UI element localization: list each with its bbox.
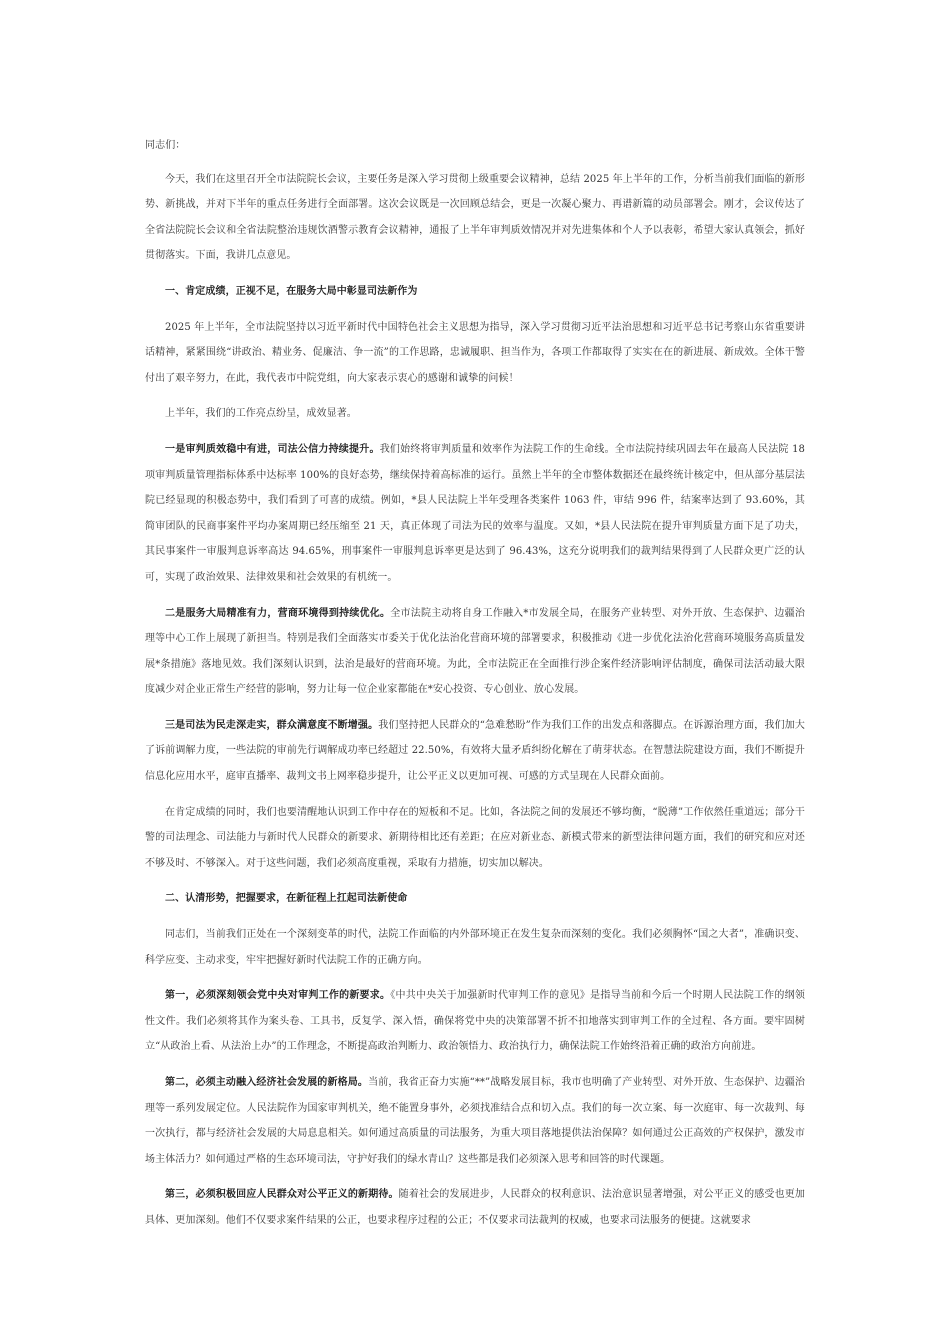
speech-body [145,133,805,1244]
greeting: 同志们： [145,140,186,151]
item-body: 我们始终将审判质量和效率作为法院工作的生命线。全市法院持续巩固去年在最高人民法院 18 项审判质量管理指标体系中达标率 100%的良好态势，继续保持着高标准的运行。虽然上半年的全市整体数据还在最终统计核定中，但从部分基层法院已经显现的积极态势中，我们看到了可喜的成绩。例如，*县人民法院上半年受理各类案件 1063 件，审结 996 件，结案率达到了 93.60%，其简审团队的民商事案件平均办案周期已经压缩至 21 天，真正体现了司法为民的效率与温度。又如，*县人民法院在提升审判质量方面下足了功夫，其民事案件一审服判息诉率高达 94.65%，刑事案件一审服判息诉率更是达到了 96.43%，这充分说明我们的裁判结果得到了人民群众更广泛的认可，实现了政治效果、法律效果和社会效果的有机统一。 [145,443,805,583]
item-body: 《中共中央关于加强新时代审判工作的意见》是指导当前和今后一个时期人民法院工作的纲领性文件。我们必须将其作为案头卷、工具书，反复学、深入悟，确保将党中央的决策部署不折不扣地落实到审判工作的全过程、各方面。要牢固树立“从政治上看、从法治上办”的工作理念，不断提高政治判断力、政治领悟力、政治执行力，确保法院工作始终沿着正确的政治方向前进。 [145,990,806,1053]
section-2-heading: 二、认清形势，把握要求，在新征程上扛起司法新使命 [165,893,408,905]
section-1-paragraph-2: 上半年，我们的工作亮点纷呈，成效显著。 [165,408,357,420]
section-2-paragraph-1: 同志们，当前我们正处在一个深刻变革的时代，法院工作面临的内外部环境正在发生复杂而深刻的变化。我们必须胸怀“国之大者”，准确识变、科学应变、主动求变，牢牢把握好新时代法院工作的正确方向。 [145,929,805,966]
intro-paragraph: 今天，我们在这里召开全市法院院长会议，主要任务是深入学习贯彻上级重要会议精神，总结 2025 年上半年的工作，分析当前我们面临的新形势、新挑战，并对下半年的重点任务进行全面部署。这次会议既是一次回顾总结会，更是一次凝心聚力、再谱新篇的动员部署会。刚才，会议传达了全省法院院长会议和全省法院整治违规饮酒警示教育会议精神，通报了上半年审判质效情况并对先进集体和个人予以表彰，希望大家认真领会，抓好贯彻落实。下面，我讲几点意见。 [145,173,805,262]
section-1-paragraph-1: 2025 年上半年，全市法院坚持以习近平新时代中国特色社会主义思想为指导，深入学习贯彻习近平法治思想和习近平总书记考察山东省重要讲话精神，紧紧围绕“讲政治、精业务、促廉洁、争一流”的工作思路，忠诚履职、担当作为，各项工作都取得了实实在在的新进展、新成效。全体干警付出了艰辛努力，在此，我代表市中院党组，向大家表示衷心的感谢和诚挚的问候！ [145,321,805,384]
section-2-item-1 [145,983,805,1060]
item-lead: 三是司法为民走深走实，群众满意度不断增强。 [165,719,379,731]
item-body: 我们坚持把人民群众的“急难愁盼”作为我们工作的出发点和落脚点。在诉源治理方面，我们加大了诉前调解力度，一些法院的审前先行调解成功率已经超过 22.50%，有效将大量矛盾纠纷化解在了萌芽状态。在智慧法院建设方面，我们不断提升信息化应用水平，庭审直播率、裁判文书上网率稳步提升，让公平正义以更加可视、可感的方式呈现在人民群众面前。 [145,719,805,783]
section-2-item-3 [145,1182,805,1233]
item-body: 当前，我省正奋力实施“**”战略发展目标，我市也明确了产业转型、对外开放、生态保护、边疆治理等一系列发展定位。人民法院作为国家审判机关，绝不能置身事外，必须找准结合点和切入点。我们的每一次立案、每一次庭审、每一次裁判、每一次执行，都与经济社会发展的大局息息相关。如何通过高质量的司法服务，为重大项目落地提供法治保障？如何通过公正高效的产权保护，激发市场主体活力？如何通过严格的生态环境司法，守护好我们的绿水青山？这些都是我们必须深入思考和回答的时代课题。 [145,1077,805,1165]
item-body: 随着社会的发展进步，人民群众的权利意识、法治意识显著增强，对公平正义的感受也更加具体、更加深刻。他们不仅要求案件结果的公正，也要求程序过程的公正；不仅要求司法裁判的权威，也要求司法服务的便捷。这就要求 [145,1189,805,1226]
item-lead: 第三，必须积极回应人民群众对公平正义的新期待。 [165,1189,399,1201]
section-1-item-3 [145,713,805,790]
section-1-item-2 [145,601,805,703]
section-1-heading: 一、肯定成绩，正视不足，在服务大局中彰显司法新作为 [165,285,418,297]
section-1-item-1 [145,437,805,591]
item-lead: 第二，必须主动融入经济社会发展的新格局。 [165,1077,369,1088]
item-lead: 二是服务大局精准有力，营商环境得到持续优化。 [165,607,391,619]
item-lead: 第一，必须深刻领会党中央对审判工作的新要求。 [165,990,391,1002]
item-lead: 一是审判质效稳中有进，司法公信力持续提升。 [165,443,380,455]
section-1-shortfalls-paragraph: 在肯定成绩的同时，我们也要清醒地认识到工作中存在的短板和不足。比如，各法院之间的发展还不够均衡，“脱薄”工作依然任重道远；部分干警的司法理念、司法能力与新时代人民群众的新要求、新期待相比还有差距；在应对新业态、新模式带来的新型法律问题方面，我们的研究和应对还不够及时、不够深入。对于这些问题，我们必须高度重视，采取有力措施，切实加以解决。 [145,806,805,869]
section-2-item-2 [145,1070,805,1172]
item-body: 全市法院主动将自身工作融入*市发展全局，在服务产业转型、对外开放、生态保护、边疆治理等中心工作上展现了新担当。特别是我们全面落实市委关于优化法治化营商环境的部署要求，积极推动《进一步优化法治化营商环境服务高质量发展*条措施》落地见效。我们深刻认识到，法治是最好的营商环境。为此，全市法院正在全面推行涉企案件经济影响评估制度，确保司法活动最大限度减少对企业正常生产经营的影响，努力让每一位企业家都能在*安心投资、专心创业、放心发展。 [145,607,806,696]
